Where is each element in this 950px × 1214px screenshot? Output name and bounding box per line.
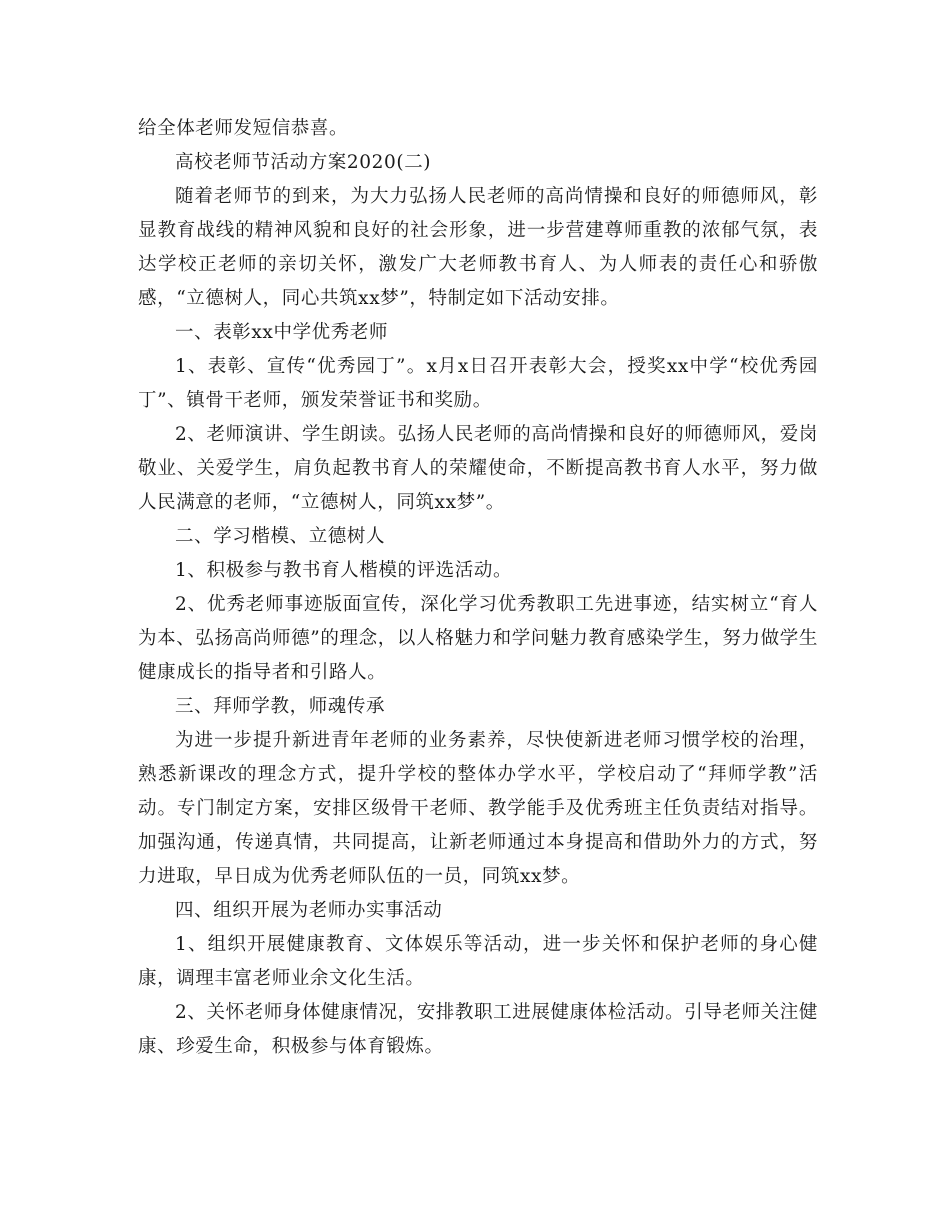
- document-body: [138, 112, 818, 1064]
- paragraph-closing-line: 给全体老师发短信恭喜。: [138, 118, 349, 139]
- body-paragraph: 为进一步提升新进青年老师的业务素养，尽快使新进老师习惯学校的治理，熟悉新课改的理念方式，提升学校的整体办学水平，学校启动了“拜师学教”活动。专门制定方案，安排区级骨干老师、教学能手及优秀班主任负责结对指导。加强沟通，传递真情，共同提高，让新老师通过本身提高和借助外力的方式，努力进取，早日成为优秀老师队伍的一员，同筑xx梦。: [138, 730, 818, 887]
- list-item: 1、表彰、宣传“优秀园丁”。x月x日召开表彰大会，授奖xx中学“校优秀园丁”、镇骨干老师，颁发荣誉证书和奖励。: [138, 356, 818, 411]
- list-item: 2、关怀老师身体健康情况，安排教职工进展健康体检活动。引导老师关注健康、珍爱生命，积极参与体育锻炼。: [138, 1002, 818, 1057]
- heading-four: 四、组织开展为老师办实事活动: [175, 900, 443, 921]
- heading-three: 三、拜师学教，师魂传承: [175, 696, 386, 717]
- list-item: 1、组织开展健康教育、文体娱乐等活动，进一步关怀和保护老师的身心健康，调理丰富老师业余文化生活。: [138, 934, 818, 989]
- list-item: 1、积极参与教书育人楷模的评选活动。: [175, 560, 513, 581]
- section-title: 高校老师节活动方案2020(二): [175, 152, 432, 173]
- heading-one: 一、表彰xx中学优秀老师: [175, 322, 389, 343]
- intro-paragraph: 随着老师节的到来，为大力弘扬人民老师的高尚情操和良好的师德师风，彰显教育战线的精神风貌和良好的社会形象，进一步营建尊师重教的浓郁气氛，表达学校正老师的亲切关怀，激发广大老师教书育人、为人师表的责任心和骄傲感，“立德树人，同心共筑xx梦”，特制定如下活动安排。: [138, 186, 818, 309]
- list-item: 2、优秀老师事迹版面宣传，深化学习优秀教职工先进事迹，结实树立“育人为本、弘扬高尚师德”的理念，以人格魅力和学问魅力教育感染学生，努力做学生健康成长的指导者和引路人。: [138, 594, 818, 683]
- heading-two: 二、学习楷模、立德树人: [175, 526, 386, 547]
- list-item: 2、老师演讲、学生朗读。弘扬人民老师的高尚情操和良好的师德师风，爱岗敬业、关爱学生，肩负起教书育人的荣耀使命，不断提高教书育人水平，努力做人民满意的老师，“立德树人，同筑xx梦”。: [138, 424, 818, 513]
